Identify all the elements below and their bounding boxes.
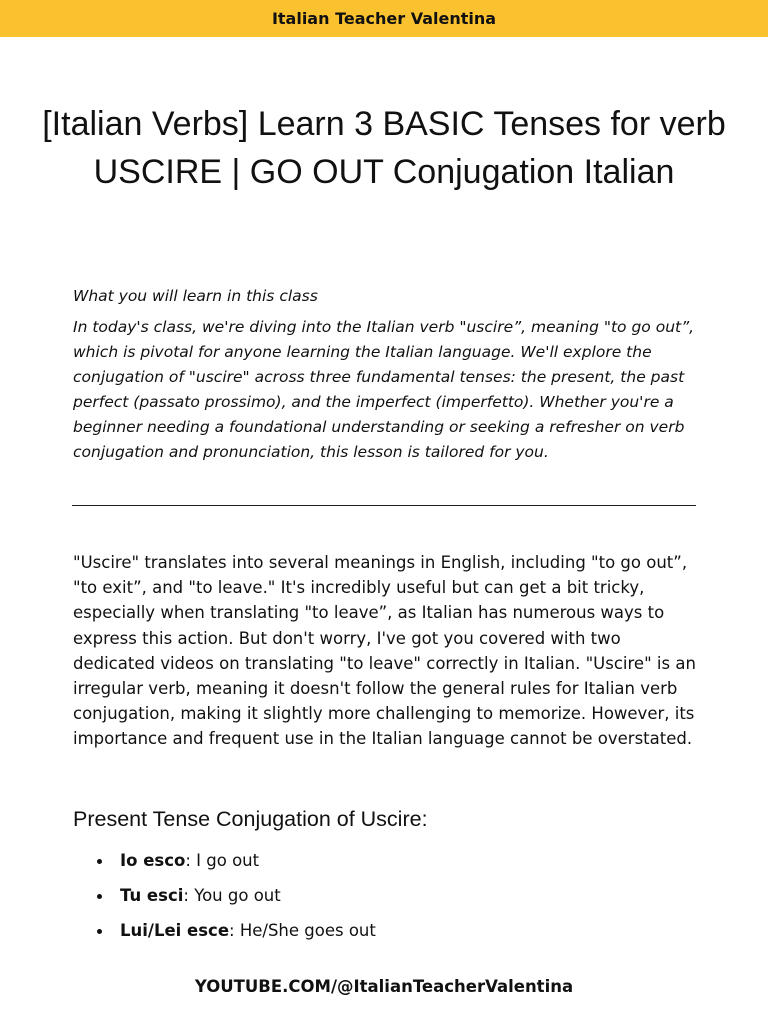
bullet-icon bbox=[97, 929, 102, 934]
section-heading-present-tense: Present Tense Conjugation of Uscire: bbox=[73, 807, 428, 831]
conjugation-meaning: : I go out bbox=[185, 851, 260, 870]
bullet-icon bbox=[97, 859, 102, 864]
footer-youtube-link[interactable]: YOUTUBE.COM/@ItalianTeacherValentina bbox=[194, 977, 574, 996]
body-paragraph: "Uscire" translates into several meanings in English, including "to go out”, "to exit”, and "to leave." It's incredibly useful but can get a bit tricky, especially when translating "to leave”, as Italian has numerous ways to express this action. But don't worry, I've got you covered with two dedicated videos on translating "to leave" correctly in Italian. "Uscire" is an irregular verb, meaning it doesn't follow the general rules for Italian verb conjugation, making it slightly more challenging to memorize. However, its importance and frequent use in the Italian language cannot be overstated. bbox=[73, 553, 696, 749]
conjugation-meaning: : He/She goes out bbox=[229, 921, 376, 940]
top-banner bbox=[0, 0, 768, 37]
page-title: [Italian Verbs] Learn 3 BASIC Tenses for verb USCIRE | GO OUT Conjugation Italian bbox=[42, 105, 726, 191]
conjugation-list bbox=[73, 848, 703, 953]
conjugation-subject: Lui/Lei esce bbox=[120, 921, 230, 940]
intro-heading: What you will learn in this class bbox=[73, 287, 318, 305]
conjugation-subject: Tu esci bbox=[120, 886, 184, 905]
list-item bbox=[73, 918, 703, 953]
conjugation-meaning: : You go out bbox=[183, 886, 281, 905]
banner-title: Italian Teacher Valentina bbox=[271, 9, 497, 28]
bullet-icon bbox=[97, 894, 102, 899]
intro-section bbox=[73, 284, 703, 465]
intro-paragraph: In today's class, we're diving into the Italian verb "uscire”, meaning "to go out”, which is pivotal for anyone learning the Italian language. We'll explore the conjugation of "uscire" across three fundamental tenses: the present, the past perfect (passato prossimo), and the imperfect (imperfetto). Whether you're a beginner needing a foundational understanding or seeking a refresher on verb conjugation and pronunciation, this lesson is tailored for you. bbox=[73, 318, 695, 461]
list-item bbox=[73, 848, 703, 883]
section-divider bbox=[72, 505, 696, 506]
list-item bbox=[73, 883, 703, 918]
conjugation-subject: Io esco bbox=[120, 851, 186, 870]
